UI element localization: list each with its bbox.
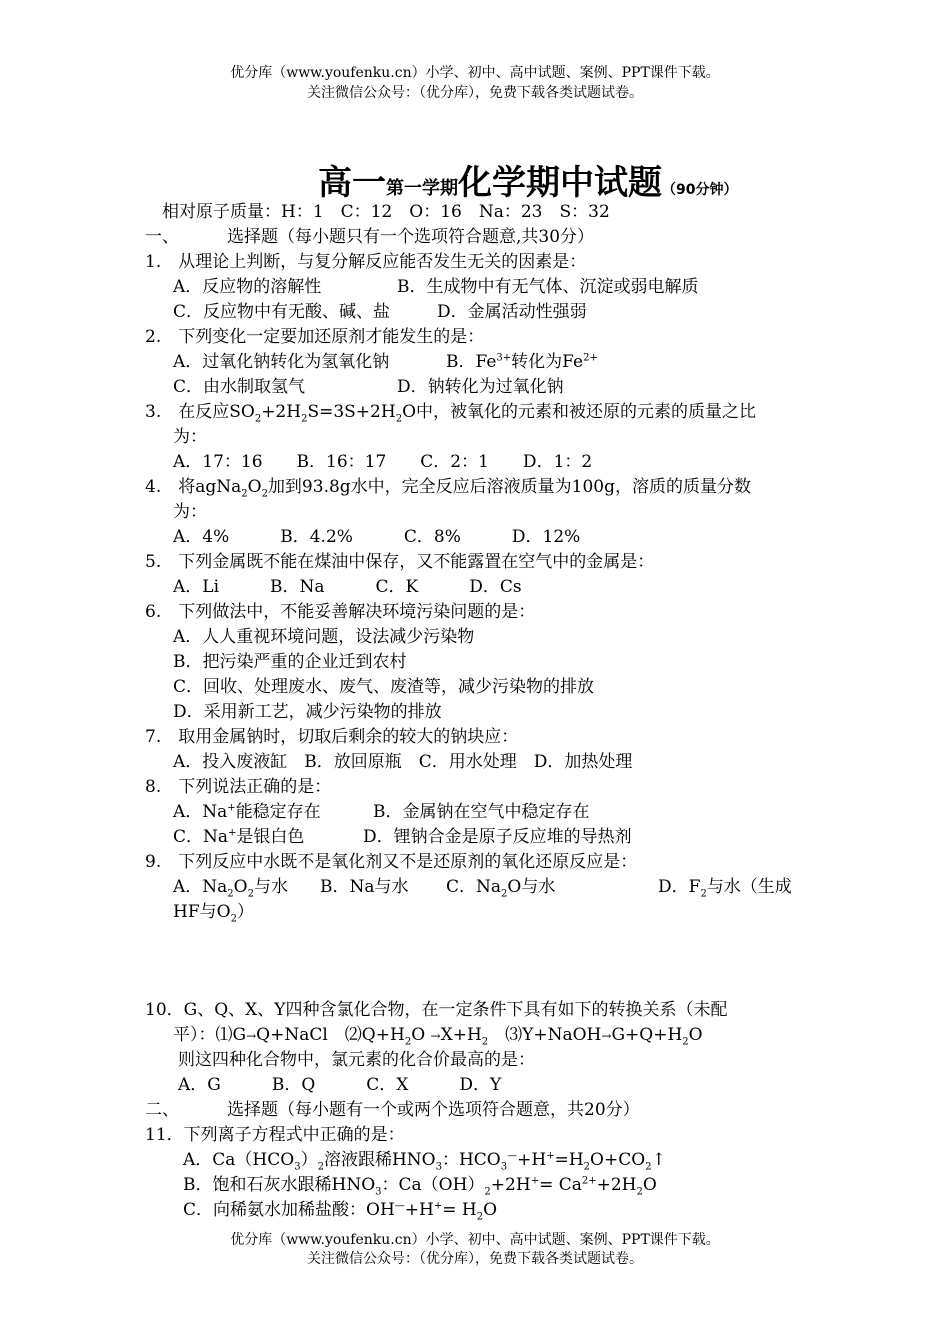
q7-options: A．投入废液缸 B．放回原瓶 C．用水处理 D．加热处理: [173, 752, 633, 772]
q5-stem: 5. 下列金属既不能在煤油中保存，又不能露置在空气中的金属是：: [145, 552, 655, 572]
q9-option-a: A．$Na_2O_2$与水: [173, 877, 288, 900]
q1-option-b: B．生成物中有无气体、沉淀或弱电解质: [397, 277, 699, 297]
q5-options: A．Li B．Na C．K D．Cs: [173, 577, 522, 597]
q2-option-a: A．过氧化钠转化为氢氧化钠: [173, 352, 390, 372]
q3-stem: 3. 在反应$SO_2+2H_2S=3S+2H_2O$中，被氧化的元素和被还原的元素的质量之比: [145, 402, 757, 425]
q8-option-c: C．Na+是银白色: [173, 827, 305, 847]
section-2-heading: [145, 1099, 640, 1121]
q11-option-c: C．向稀氨水加稀盐酸：$OH^—+H^+= H_2O$: [183, 1200, 498, 1223]
q8-stem: 8. 下列说法正确的是：: [145, 777, 332, 797]
q10-reactions: 平）：⑴G→Q+NaCl $⑵Q+H_2O \to X+H_2$ $⑶Y+NaOH\to G+Q+H_2O$: [173, 1025, 703, 1048]
q4-stem: 4. 将$agNa_2O_2$加到93.8g水中，完全反应后溶液质量为100g，溶质的质量分数: [145, 477, 752, 500]
q9-option-c: C．$Na_2O$与水: [446, 877, 556, 900]
footer-line-1: 优分库（www.youfenku.cn）小学、初中、高中试题、案例、PPT课件下载。: [230, 1232, 720, 1248]
section-1-text: 选择题（每小题只有一个选项符合题意,共30分）: [227, 227, 595, 247]
q4-stem-cont: 为：: [173, 502, 207, 522]
q1-option-a: A．反应物的溶解性: [173, 277, 322, 297]
q7-stem: 7. 取用金属钠时，切取后剩余的较大的钠块应：: [145, 727, 519, 747]
q9-option-d: D．$F_2$与水（生成: [658, 877, 792, 900]
section-1-number: 一、: [145, 227, 179, 247]
title-part-3: 化学期中试题: [458, 163, 662, 203]
q6-option-c: C．回收、处理废水、废气、废渣等，减少污染物的排放: [173, 677, 595, 697]
footer-line-2: 关注微信公众号：（优分库），免费下载各类试题试卷。: [307, 1251, 643, 1267]
q1-option-d: D．金属活动性强弱: [437, 302, 587, 322]
title-part-2: 第一学期: [386, 178, 458, 199]
q8-option-b: B．金属钠在空气中稳定存在: [373, 802, 590, 822]
page-title: [318, 155, 737, 204]
atomic-masses: 相对原子质量：H：1 C：12 O：16 Na：23 S：32: [162, 202, 610, 222]
q8-option-a: A．Na+能稳定存在: [173, 802, 321, 822]
q10-question: 则这四种化合物中，氯元素的化合价最高的是：: [178, 1050, 535, 1070]
q6-option-b: B．把污染严重的企业迁到农村: [173, 652, 407, 672]
section-2-text: 选择题（每小题有一个或两个选项符合题意，共20分）: [227, 1100, 640, 1120]
section-1-heading: [145, 226, 594, 248]
q2-stem: 2. 下列变化一定要加还原剂才能发生的是：: [145, 327, 485, 347]
q1-stem: 1. 从理论上判断，与复分解反应能否发生无关的因素是：: [145, 252, 587, 272]
q11-option-b: B．饱和石灰水跟稀$HNO_3$：$Ca(OH)_2+2H^+= Ca^{2+}+2H_2O$: [183, 1175, 657, 1198]
title-part-1: 高一: [318, 163, 386, 203]
q9-option-b: B．Na与水: [320, 877, 409, 897]
q6-option-a: A．人人重视环境问题，设法减少污染物: [173, 627, 475, 647]
q6-stem: 6. 下列做法中，不能妥善解决环境污染问题的是：: [145, 602, 536, 622]
q3-options: A．17：16 B．16：17 C．2：1 D．1：2: [173, 452, 593, 472]
q10-stem: 10．G、Q、X、Y四种含氯化合物，在一定条件下具有如下的转换关系（未配: [145, 1000, 728, 1020]
title-duration: （90分钟）: [662, 182, 738, 198]
q8-option-d: D．锂钠合金是原子反应堆的导热剂: [363, 827, 632, 847]
section-2-number: 二、: [145, 1100, 179, 1120]
q4-options: A．4% B．4.2% C．8% D．12%: [173, 527, 581, 547]
q6-option-d: D．采用新工艺，减少污染物的排放: [173, 702, 442, 722]
q3-stem-cont: 为：: [173, 427, 207, 447]
q11-option-a: A．$Ca(HCO_3)_2$溶液跟稀$HNO_3$：$HCO_3^—+H^+=H_2O+CO_2↑$: [183, 1150, 666, 1173]
header-line-2: 关注微信公众号：（优分库），免费下载各类试题试卷。: [307, 85, 643, 101]
q1-option-c: C．反应物中有无酸、碱、盐: [173, 302, 391, 322]
q2-option-c: C．由水制取氢气: [173, 377, 306, 397]
q9-option-d-cont: HF与$O_2$）: [173, 902, 254, 925]
q9-stem: 9. 下列反应中水既不是氧化剂又不是还原剂的氧化还原反应是：: [145, 852, 638, 872]
q2-option-b: B．$Fe^{3+}$转化为$Fe^{2+}$: [446, 352, 598, 372]
q10-options: A．G B．Q C．X D．Y: [178, 1075, 502, 1095]
header-line-1: 优分库（www.youfenku.cn）小学、初中、高中试题、案例、PPT课件下载。: [230, 65, 720, 81]
q11-stem: 11．下列离子方程式中正确的是：: [145, 1125, 405, 1145]
q2-option-d: D．钠转化为过氧化钠: [397, 377, 564, 397]
